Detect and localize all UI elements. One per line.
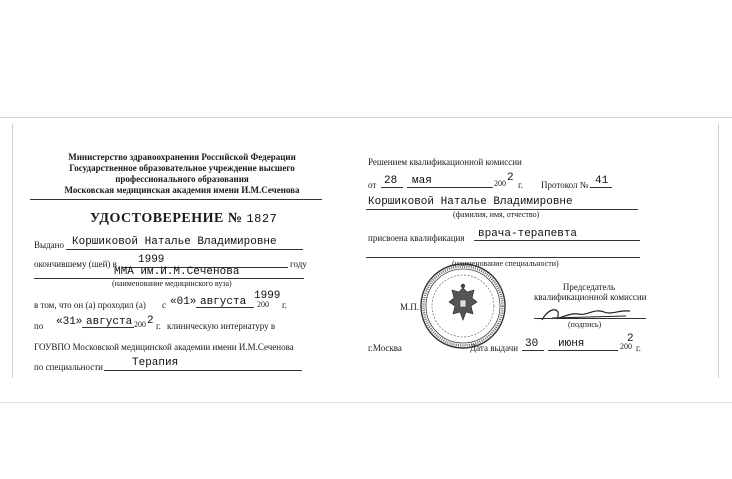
university-name: ММА им.И.М.Сеченова [114, 266, 240, 278]
graduated-year: 1999 [138, 254, 165, 266]
header-line-1: Министерство здравоохранения Российской Федерации [68, 152, 296, 162]
specialty-value: Терапия [132, 357, 179, 369]
date-month: мая [412, 175, 432, 187]
issue-year-printed: 200 [620, 342, 632, 351]
specialty-label: по специальности [34, 362, 103, 372]
scan-edge-right [718, 124, 719, 378]
to-day: «31» [56, 316, 83, 328]
to-month-line [82, 327, 134, 328]
university-caption: (наименование медицинского вуза) [112, 279, 232, 288]
date-month-line [407, 187, 493, 188]
internship-text: клиническую интернатуру в [167, 321, 276, 331]
chair-line-1: Председатель [562, 282, 616, 292]
ministry-header [32, 152, 332, 196]
to-year-handwritten: 2 [147, 315, 154, 327]
from-month: августа [200, 296, 247, 308]
chair-line-2: квалификационной комиссии [534, 292, 647, 302]
signature-caption: (подпись) [568, 320, 602, 329]
from-day: «01» [170, 296, 197, 308]
city: г.Москва [368, 343, 402, 353]
certificate-title-text: УДОСТОВЕРЕНИЕ № [90, 211, 243, 226]
date-year-abbr: г. [518, 180, 523, 190]
official-stamp [419, 262, 507, 350]
recipient-name: Коршиковой Наталье Владимировне [368, 196, 573, 208]
from-year-printed: 200 [257, 300, 269, 309]
date-year-printed: 200 [494, 179, 506, 188]
from-year-abbr: г. [282, 300, 287, 310]
protocol-label: Протокол № [541, 180, 589, 190]
issue-year-abbr: г. [636, 343, 641, 353]
date-day: 28 [384, 175, 398, 187]
qualification-line [474, 240, 640, 241]
qualification-label: присвоена квалификация [368, 233, 465, 243]
qualification-value: врача-терапевта [478, 228, 578, 240]
header-line-2: Государственное образовательное учреждение высшего [69, 163, 295, 173]
to-year-printed: 200 [134, 320, 146, 329]
qualification-line-2 [366, 257, 640, 258]
institution: ГОУВПО Московской медицинской академии имени И.М.Сеченова [34, 342, 294, 352]
date-day-line [381, 187, 403, 188]
issued-name: Коршиковой Наталье Владимировне [72, 236, 277, 248]
certificate-number: 1827 [246, 212, 278, 226]
certificate-title [90, 211, 277, 227]
graduated-label: окончившему (шей) в [34, 259, 117, 269]
issued-line [66, 249, 303, 250]
specialty-line [104, 370, 302, 371]
to-month: августа [86, 316, 133, 328]
issue-day: 30 [525, 338, 539, 350]
training-prefix: в том, что он (а) проходил (а) [34, 300, 146, 310]
protocol-line [590, 187, 612, 188]
to-year-abbr: г. [156, 321, 161, 331]
protocol-number: 41 [595, 175, 609, 187]
recipient-caption: (фамилия, имя, отчество) [453, 210, 540, 219]
from-label: с [162, 300, 166, 310]
issue-day-line [522, 350, 544, 351]
header-line-3: профессионального образования [115, 174, 249, 184]
issue-month: июня [558, 338, 585, 350]
chair-block [534, 282, 647, 302]
scan-edge-left [12, 124, 13, 378]
issued-label: Выдано [34, 240, 64, 250]
header-underline [30, 199, 322, 200]
issue-date-label: Дата выдачи [470, 343, 519, 353]
mp-label: М.П. [400, 302, 420, 312]
scan-edge-top [0, 117, 732, 118]
date-from-label: от [368, 180, 377, 190]
issue-year-handwritten: 2 [627, 333, 634, 345]
scan-edge-bottom [0, 402, 732, 403]
issue-month-line [548, 350, 618, 351]
header-line-4: Московская медицинская академия имени И.М.Сеченова [64, 185, 300, 195]
year-suffix: году [290, 259, 307, 269]
from-year-handwritten: 1999 [254, 290, 281, 302]
from-month-line [196, 307, 254, 308]
signature-line [534, 318, 646, 319]
decision-label: Решением квалификационной комиссии [368, 157, 522, 167]
qualification-caption: (наименование специальности) [452, 259, 559, 268]
to-label: по [34, 321, 44, 331]
coat-of-arms-icon [449, 284, 477, 320]
date-year-handwritten: 2 [507, 172, 514, 184]
